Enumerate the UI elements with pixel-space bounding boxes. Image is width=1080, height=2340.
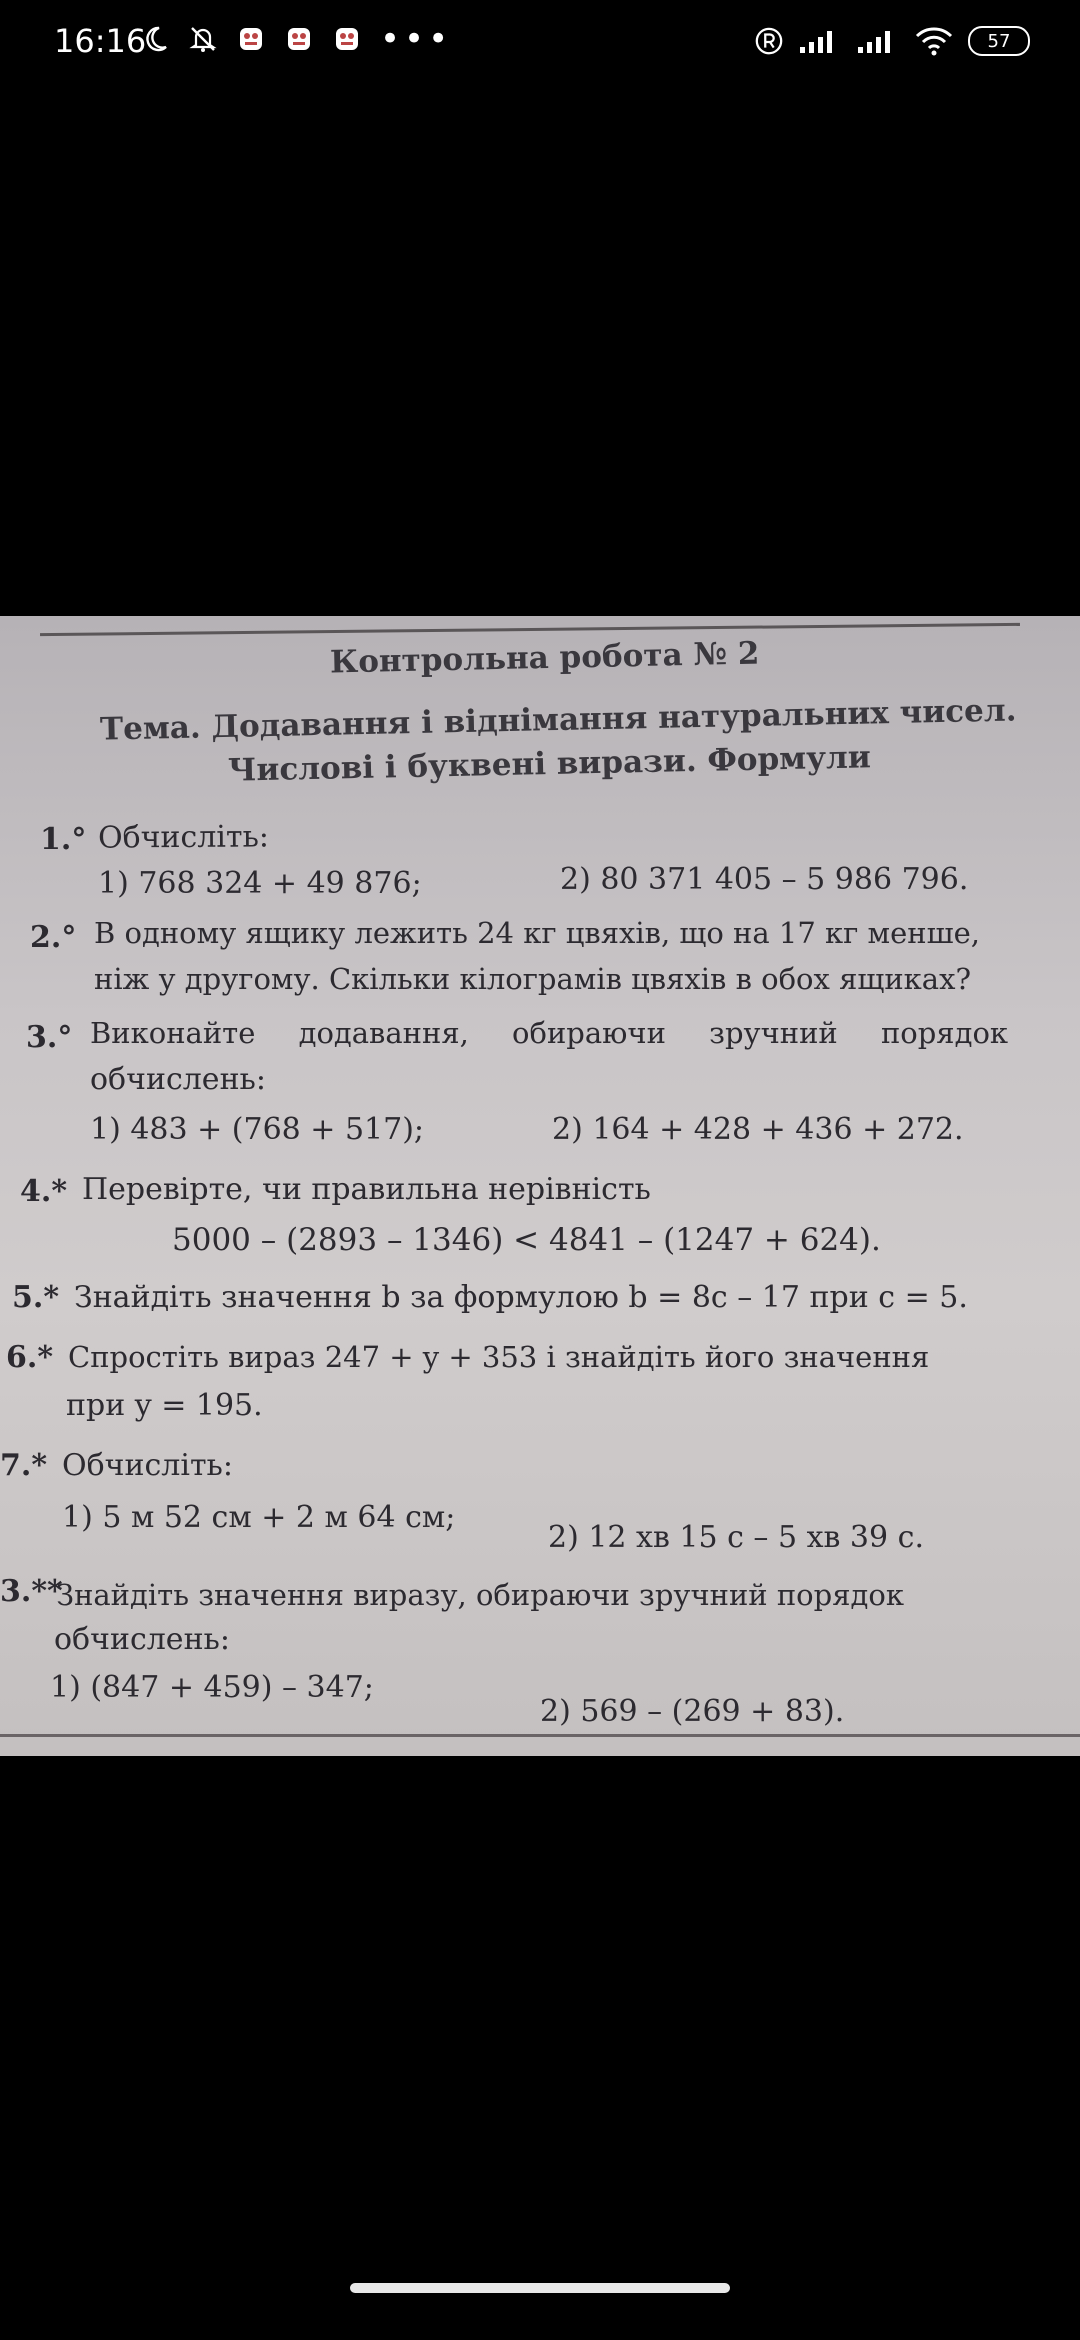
task-6-line-1: Спростіть вираз 247 + y + 353 і знайдіть його значення	[68, 1340, 930, 1374]
registered-icon	[754, 26, 784, 56]
topic-line-2: Числові і буквені вирази. Формули	[227, 739, 872, 789]
app-notification-icon	[284, 24, 314, 54]
task-6-number: 6.*	[6, 1340, 54, 1375]
task-3-line-2: обчислень:	[90, 1062, 267, 1097]
task-7-part-b: 2) 12 хв 15 с – 5 хв 39 с.	[548, 1520, 924, 1555]
task-8-part-a: 1) (847 + 459) – 347;	[50, 1670, 374, 1705]
task-1-part-b: 2) 80 371 405 – 5 986 796.	[560, 862, 969, 897]
task-7-text: Обчисліть:	[62, 1448, 233, 1483]
task-5-number: 5.*	[12, 1280, 60, 1315]
status-right-icons	[754, 26, 1030, 56]
signal-icon	[798, 26, 842, 56]
signal-icon	[856, 26, 900, 56]
status-left-icons	[140, 19, 453, 59]
worksheet-heading: Контрольна робота № 2	[329, 635, 760, 681]
home-indicator[interactable]	[350, 2283, 730, 2293]
app-notification-icon	[332, 24, 362, 54]
worksheet-photo	[0, 616, 1080, 1756]
task-5-text: Знайдіть значення b за формулою b = 8c – 17 при c = 5.	[74, 1280, 968, 1315]
wifi-icon	[914, 26, 954, 56]
app-notification-icon	[236, 24, 266, 54]
task-2-number: 2.°	[30, 920, 77, 955]
topic-line-1: Тема. Додавання і віднімання натуральних чисел.	[99, 692, 1017, 748]
page-bottom-rule	[0, 1734, 1080, 1737]
task-1-number: 1.°	[40, 822, 87, 857]
bell-off-icon	[188, 24, 218, 54]
task-2-line-2: ніж у другому. Скільки кілограмів цвяхів в обох ящиках?	[94, 962, 971, 996]
task-8-part-b: 2) 569 – (269 + 83).	[540, 1694, 845, 1729]
task-3-number: 3.°	[26, 1020, 73, 1055]
status-time: 16:16	[54, 22, 147, 60]
task-7-part-a: 1) 5 м 52 см + 2 м 64 см;	[62, 1500, 456, 1535]
task-3-line-1: Виконайте додавання, обираючи зручний порядок	[90, 1016, 1009, 1050]
task-3-part-b: 2) 164 + 428 + 436 + 272.	[552, 1112, 964, 1147]
more-notifications-icon: •••	[380, 19, 453, 59]
task-8-number: 3.**	[0, 1574, 63, 1609]
task-8-line-2: обчислень:	[54, 1622, 231, 1657]
task-1-text: Обчисліть:	[97, 819, 270, 856]
task-1-part-a: 1) 768 324 + 49 876;	[98, 866, 422, 901]
worksheet-page	[0, 616, 1080, 1756]
task-6-line-2: при y = 195.	[66, 1388, 263, 1423]
task-3-part-a: 1) 483 + (768 + 517);	[90, 1112, 425, 1147]
task-4-inequality: 5000 – (2893 – 1346) < 4841 – (1247 + 624).	[172, 1222, 881, 1258]
moon-icon	[140, 24, 170, 54]
task-7-number: 7.*	[0, 1448, 48, 1483]
task-8-line-1: Знайдіть значення виразу, обираючи зручний порядок	[56, 1578, 904, 1612]
task-4-number: 4.*	[20, 1174, 68, 1209]
task-2-line-1: В одному ящику лежить 24 кг цвяхів, що на 17 кг менше,	[94, 916, 980, 950]
status-bar	[0, 0, 1080, 92]
battery-indicator: 57	[968, 26, 1030, 56]
task-4-line-1: Перевірте, чи правильна нерівність	[82, 1172, 651, 1207]
